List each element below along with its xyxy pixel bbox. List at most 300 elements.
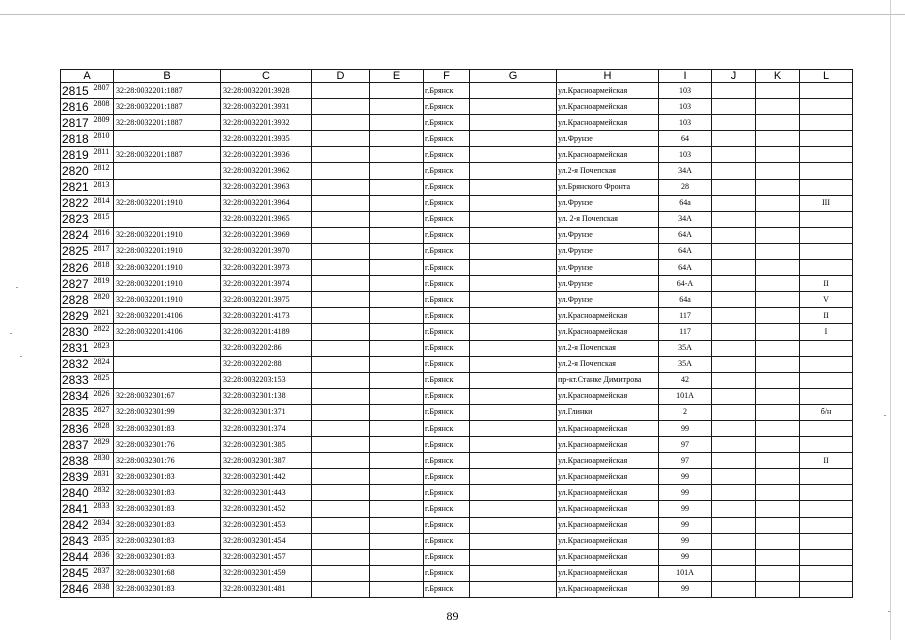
scan-speck	[20, 356, 22, 357]
cell-b	[114, 356, 221, 372]
column-header-i: I	[659, 70, 712, 83]
cell-c: 32:28:0032201:3970	[221, 243, 312, 259]
row-number: 2832	[61, 356, 93, 372]
cell-a: 2831	[93, 469, 114, 485]
cell-i: 28	[659, 179, 712, 195]
cell-f: г.Брянск	[424, 485, 470, 501]
column-header-l: L	[800, 70, 853, 83]
cell-a: 2822	[93, 324, 114, 340]
cell-b	[114, 179, 221, 195]
cell-j	[712, 99, 756, 115]
cell-g	[470, 179, 557, 195]
cell-h: ул.Красноармейская	[557, 83, 659, 99]
cell-a: 2821	[93, 308, 114, 324]
cell-k	[756, 581, 800, 597]
cell-j	[712, 227, 756, 243]
cell-f: г.Брянск	[424, 469, 470, 485]
row-number: 2817	[61, 115, 93, 131]
cell-d	[312, 549, 370, 565]
cell-a: 2834	[93, 517, 114, 533]
cell-h: пр-кт.Станке Димитрова	[557, 372, 659, 388]
row-number: 2840	[61, 485, 93, 501]
cell-e	[370, 404, 424, 420]
cell-j	[712, 388, 756, 404]
cell-k	[756, 517, 800, 533]
cell-i: 64А	[659, 260, 712, 276]
cell-k	[756, 388, 800, 404]
cell-g	[470, 565, 557, 581]
cell-h: ул.Красноармейская	[557, 308, 659, 324]
cell-i: 99	[659, 581, 712, 597]
cell-e	[370, 485, 424, 501]
cell-h: ул.Красноармейская	[557, 581, 659, 597]
cell-l	[800, 469, 853, 485]
cell-d	[312, 437, 370, 453]
cell-k	[756, 292, 800, 308]
cell-j	[712, 292, 756, 308]
cell-l	[800, 356, 853, 372]
cell-b: 32:28:0032201:1910	[114, 227, 221, 243]
cell-h: ул. 2-я Почепская	[557, 211, 659, 227]
cell-e	[370, 581, 424, 597]
cell-c: 32:28:0032301:385	[221, 437, 312, 453]
cell-c: 32:28:0032202:86	[221, 340, 312, 356]
cell-c: 32:28:0032203:153	[221, 372, 312, 388]
cell-f: г.Брянск	[424, 388, 470, 404]
cell-g	[470, 581, 557, 597]
cell-i: 99	[659, 469, 712, 485]
cell-i: 101А	[659, 388, 712, 404]
column-header-g: G	[470, 70, 557, 83]
cell-d	[312, 147, 370, 163]
cell-c: 32:28:0032201:3931	[221, 99, 312, 115]
cell-h: ул.Красноармейская	[557, 565, 659, 581]
cell-k	[756, 308, 800, 324]
cell-c: 32:28:0032201:3963	[221, 179, 312, 195]
cell-f: г.Брянск	[424, 420, 470, 436]
row-number: 2838	[61, 453, 93, 469]
cell-b: 32:28:0032201:1910	[114, 195, 221, 211]
cell-l	[800, 99, 853, 115]
scan-speck	[16, 287, 18, 288]
cell-g	[470, 485, 557, 501]
cell-h: ул.Красноармейская	[557, 517, 659, 533]
cell-e	[370, 437, 424, 453]
cell-j	[712, 485, 756, 501]
cell-c: 32:28:0032301:374	[221, 420, 312, 436]
cell-f: г.Брянск	[424, 147, 470, 163]
cell-f: г.Брянск	[424, 211, 470, 227]
cell-b: 32:28:0032201:1887	[114, 99, 221, 115]
row-number: 2842	[61, 517, 93, 533]
cell-i: 99	[659, 517, 712, 533]
table-row	[61, 292, 853, 308]
cell-k	[756, 211, 800, 227]
cell-b: 32:28:0032201:1910	[114, 243, 221, 259]
cell-a: 2811	[93, 147, 114, 163]
cell-e	[370, 340, 424, 356]
row-number: 2823	[61, 211, 93, 227]
cell-k	[756, 453, 800, 469]
cell-e	[370, 83, 424, 99]
cell-i: 99	[659, 420, 712, 436]
row-number: 2821	[61, 179, 93, 195]
table-row	[61, 356, 853, 372]
cell-i: 64а	[659, 292, 712, 308]
cell-a: 2820	[93, 292, 114, 308]
cell-d	[312, 485, 370, 501]
cell-f: г.Брянск	[424, 195, 470, 211]
row-number: 2822	[61, 195, 93, 211]
cell-b: 32:28:0032301:83	[114, 501, 221, 517]
cell-f: г.Брянск	[424, 404, 470, 420]
cell-k	[756, 565, 800, 581]
cell-c: 32:28:0032201:3974	[221, 276, 312, 292]
cell-l: III	[800, 195, 853, 211]
cell-e	[370, 308, 424, 324]
cell-k	[756, 260, 800, 276]
cell-b	[114, 211, 221, 227]
page-number: 89	[446, 609, 459, 623]
cell-a: 2816	[93, 227, 114, 243]
cell-j	[712, 308, 756, 324]
cell-e	[370, 227, 424, 243]
cell-d	[312, 581, 370, 597]
cell-h: ул.Красноармейская	[557, 437, 659, 453]
cell-f: г.Брянск	[424, 243, 470, 259]
cell-c: 32:28:0032201:3964	[221, 195, 312, 211]
cell-l	[800, 437, 853, 453]
cell-d	[312, 324, 370, 340]
cell-g	[470, 356, 557, 372]
cell-d	[312, 372, 370, 388]
cell-l	[800, 147, 853, 163]
cell-i: 64	[659, 131, 712, 147]
cell-d	[312, 501, 370, 517]
cell-c: 32:28:0032201:3962	[221, 163, 312, 179]
cell-j	[712, 501, 756, 517]
cell-a: 2817	[93, 243, 114, 259]
cell-d	[312, 292, 370, 308]
table-row	[61, 179, 853, 195]
cell-j	[712, 276, 756, 292]
cell-g	[470, 340, 557, 356]
cell-a: 2815	[93, 211, 114, 227]
cell-k	[756, 179, 800, 195]
cell-k	[756, 163, 800, 179]
spreadsheet-table	[60, 69, 853, 598]
cell-h: ул.Фрунзе	[557, 131, 659, 147]
cell-c: 32:28:0032301:452	[221, 501, 312, 517]
cell-e	[370, 179, 424, 195]
cell-l	[800, 179, 853, 195]
cell-k	[756, 147, 800, 163]
table-row	[61, 99, 853, 115]
cell-l: V	[800, 292, 853, 308]
cell-b: 32:28:0032301:83	[114, 581, 221, 597]
row-number: 2831	[61, 340, 93, 356]
cell-k	[756, 469, 800, 485]
cell-i: 35А	[659, 356, 712, 372]
cell-e	[370, 99, 424, 115]
cell-f: г.Брянск	[424, 356, 470, 372]
cell-f: г.Брянск	[424, 308, 470, 324]
cell-i: 99	[659, 485, 712, 501]
cell-a: 2833	[93, 501, 114, 517]
table-row	[61, 243, 853, 259]
table-row	[61, 517, 853, 533]
row-number: 2843	[61, 533, 93, 549]
cell-f: г.Брянск	[424, 179, 470, 195]
table-row	[61, 501, 853, 517]
scan-speck	[888, 611, 890, 612]
cell-l: б/н	[800, 404, 853, 420]
row-number: 2815	[61, 83, 93, 99]
cell-j	[712, 211, 756, 227]
cell-k	[756, 195, 800, 211]
row-number: 2829	[61, 308, 93, 324]
cell-a: 2807	[93, 83, 114, 99]
right-border-line	[890, 0, 891, 640]
cell-g	[470, 276, 557, 292]
cell-j	[712, 372, 756, 388]
cell-h: ул.Красноармейская	[557, 485, 659, 501]
table-row	[61, 437, 853, 453]
cell-h: ул.Красноармейская	[557, 324, 659, 340]
cell-l	[800, 243, 853, 259]
cell-e	[370, 501, 424, 517]
cell-g	[470, 517, 557, 533]
cell-b	[114, 163, 221, 179]
cell-g	[470, 83, 557, 99]
cell-d	[312, 83, 370, 99]
cell-f: г.Брянск	[424, 501, 470, 517]
cell-a: 2824	[93, 356, 114, 372]
cell-b: 32:28:0032201:1910	[114, 276, 221, 292]
cell-f: г.Брянск	[424, 372, 470, 388]
table-row	[61, 115, 853, 131]
cell-d	[312, 227, 370, 243]
cell-g	[470, 549, 557, 565]
cell-i: 103	[659, 115, 712, 131]
row-number: 2836	[61, 420, 93, 436]
cell-e	[370, 147, 424, 163]
cell-e	[370, 276, 424, 292]
cell-g	[470, 292, 557, 308]
table-row	[61, 147, 853, 163]
cell-c: 32:28:0032201:4173	[221, 308, 312, 324]
cell-d	[312, 340, 370, 356]
cell-k	[756, 243, 800, 259]
cell-i: 117	[659, 324, 712, 340]
row-number: 2825	[61, 243, 93, 259]
cell-e	[370, 292, 424, 308]
table-row	[61, 195, 853, 211]
cell-f: г.Брянск	[424, 292, 470, 308]
cell-e	[370, 388, 424, 404]
table-row	[61, 404, 853, 420]
cell-c: 32:28:0032301:442	[221, 469, 312, 485]
cell-c: 32:28:0032201:3935	[221, 131, 312, 147]
cell-i: 64-А	[659, 276, 712, 292]
cell-i: 64А	[659, 227, 712, 243]
cell-h: ул.Фрунзе	[557, 292, 659, 308]
cell-i: 97	[659, 437, 712, 453]
cell-c: 32:28:0032301:454	[221, 533, 312, 549]
cell-j	[712, 356, 756, 372]
cell-g	[470, 211, 557, 227]
cell-h: ул.Фрунзе	[557, 195, 659, 211]
cell-i: 64А	[659, 243, 712, 259]
cell-a: 2809	[93, 115, 114, 131]
cell-c: 32:28:0032301:459	[221, 565, 312, 581]
cell-d	[312, 115, 370, 131]
cell-a: 2838	[93, 581, 114, 597]
cell-l	[800, 388, 853, 404]
cell-j	[712, 83, 756, 99]
cell-h: ул.Глинки	[557, 404, 659, 420]
cell-g	[470, 533, 557, 549]
cell-j	[712, 437, 756, 453]
cell-h: ул.Брянского Фронта	[557, 179, 659, 195]
cell-a: 2818	[93, 260, 114, 276]
cell-g	[470, 131, 557, 147]
row-number: 2824	[61, 227, 93, 243]
cell-f: г.Брянск	[424, 437, 470, 453]
cell-g	[470, 308, 557, 324]
cell-k	[756, 404, 800, 420]
cell-f: г.Брянск	[424, 83, 470, 99]
cell-a: 2819	[93, 276, 114, 292]
table-row	[61, 420, 853, 436]
row-number: 2819	[61, 147, 93, 163]
cell-c: 32:28:0032301:371	[221, 404, 312, 420]
cell-b: 32:28:0032301:99	[114, 404, 221, 420]
cell-a: 2829	[93, 437, 114, 453]
cell-k	[756, 420, 800, 436]
cell-l: II	[800, 276, 853, 292]
cell-a: 2836	[93, 549, 114, 565]
cell-k	[756, 276, 800, 292]
cell-a: 2826	[93, 388, 114, 404]
column-header-k: K	[756, 70, 800, 83]
cell-b: 32:28:0032301:83	[114, 469, 221, 485]
cell-d	[312, 404, 370, 420]
table-row	[61, 565, 853, 581]
cell-k	[756, 340, 800, 356]
cell-b: 32:28:0032301:83	[114, 420, 221, 436]
cell-d	[312, 356, 370, 372]
cell-e	[370, 565, 424, 581]
cell-b: 32:28:0032201:1910	[114, 292, 221, 308]
cell-c: 32:28:0032202:88	[221, 356, 312, 372]
cell-j	[712, 404, 756, 420]
cell-d	[312, 195, 370, 211]
table-row	[61, 372, 853, 388]
table-body	[61, 83, 853, 598]
cell-j	[712, 195, 756, 211]
cell-e	[370, 469, 424, 485]
cell-c: 32:28:0032301:481	[221, 581, 312, 597]
cell-b: 32:28:0032301:83	[114, 549, 221, 565]
cell-f: г.Брянск	[424, 453, 470, 469]
cell-e	[370, 453, 424, 469]
cell-h: ул.Красноармейская	[557, 501, 659, 517]
cell-g	[470, 453, 557, 469]
table-row	[61, 549, 853, 565]
row-number: 2816	[61, 99, 93, 115]
column-header-f: F	[424, 70, 470, 83]
column-header-c: C	[221, 70, 312, 83]
cell-f: г.Брянск	[424, 324, 470, 340]
cell-j	[712, 420, 756, 436]
cell-i: 35А	[659, 340, 712, 356]
cell-e	[370, 115, 424, 131]
cell-a: 2823	[93, 340, 114, 356]
cell-l	[800, 83, 853, 99]
cell-e	[370, 243, 424, 259]
cell-b: 32:28:0032301:67	[114, 388, 221, 404]
cell-l	[800, 372, 853, 388]
cell-d	[312, 420, 370, 436]
table-row	[61, 324, 853, 340]
cell-k	[756, 99, 800, 115]
cell-g	[470, 163, 557, 179]
cell-k	[756, 533, 800, 549]
cell-e	[370, 195, 424, 211]
cell-a: 2814	[93, 195, 114, 211]
cell-d	[312, 131, 370, 147]
cell-g	[470, 469, 557, 485]
scan-speck	[884, 415, 886, 416]
cell-a: 2808	[93, 99, 114, 115]
cell-a: 2835	[93, 533, 114, 549]
cell-i: 103	[659, 147, 712, 163]
cell-f: г.Брянск	[424, 533, 470, 549]
cell-b: 32:28:0032201:4106	[114, 324, 221, 340]
cell-j	[712, 131, 756, 147]
cell-f: г.Брянск	[424, 131, 470, 147]
cell-l	[800, 260, 853, 276]
cell-l	[800, 533, 853, 549]
cell-l	[800, 501, 853, 517]
cell-g	[470, 243, 557, 259]
cell-e	[370, 131, 424, 147]
table-row	[61, 163, 853, 179]
cell-k	[756, 372, 800, 388]
cell-e	[370, 533, 424, 549]
cell-f: г.Брянск	[424, 115, 470, 131]
cell-b: 32:28:0032301:68	[114, 565, 221, 581]
cell-k	[756, 115, 800, 131]
cell-g	[470, 404, 557, 420]
cell-f: г.Брянск	[424, 260, 470, 276]
cell-a: 2810	[93, 131, 114, 147]
table-row	[61, 227, 853, 243]
table-row	[61, 453, 853, 469]
cell-c: 32:28:0032201:3928	[221, 83, 312, 99]
cell-c: 32:28:0032201:3932	[221, 115, 312, 131]
cell-g	[470, 437, 557, 453]
cell-l	[800, 581, 853, 597]
cell-f: г.Брянск	[424, 276, 470, 292]
row-number: 2835	[61, 404, 93, 420]
cell-h: ул.Красноармейская	[557, 469, 659, 485]
cell-a: 2837	[93, 565, 114, 581]
cell-h: ул.Красноармейская	[557, 420, 659, 436]
row-number: 2818	[61, 131, 93, 147]
cell-i: 99	[659, 533, 712, 549]
